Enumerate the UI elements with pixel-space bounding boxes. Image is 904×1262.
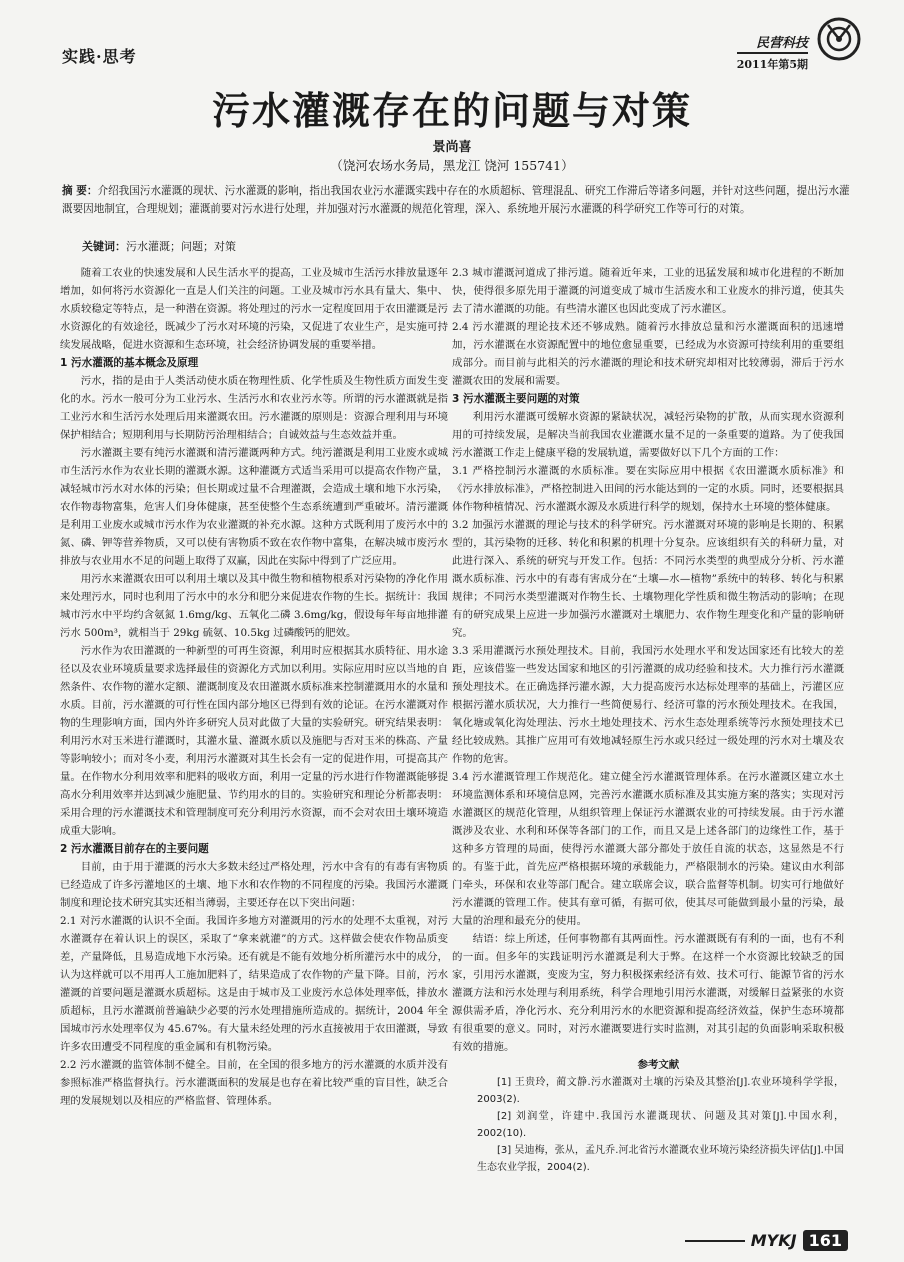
- reference-item: [1] 王贵玲，蔺文静.污水灌溉对土壤的污染及其整治[J].农业环境科学学报，2003(2).: [477, 1077, 844, 1105]
- footer-rule: [685, 1240, 745, 1242]
- section-heading: 1 污水灌溉的基本概念及原理: [60, 357, 199, 369]
- paragraph: 3.4 污水灌溉管理工作规范化。建立健全污水灌溉管理体系。在污水灌溉区建立水土环境监测体系和环境信息网，完善污水灌溉水质标准及其实施方案的落实；实现对污水灌溉区的规范化管理，从组织管理上保证污水灌溉农业的可持续发展。由于污水灌溉涉及农业、水利和环保等各部门的工作，而且又是上述各部门的边缘性工作，基于这种多方管理的局面，使得污水灌溉大部分都处于放任自流的状态，这显然是不行的。有鉴于此，首先应严格根据环境的承载能力，严格限制水的污染。建议由水利部门牵头，环保和农业等部门配合。建立联席会议，联合监督等机制。切实可行地做好污水灌溉的管理工作。使其有章可循，有据可依，使其尽可能做到最小量的污染，最大量的治理和最充分的使用。: [452, 771, 844, 927]
- journal-header: [737, 32, 808, 72]
- right-column: [452, 264, 844, 1176]
- section-label: 实践·思考: [62, 47, 137, 66]
- paragraph: 随着工农业的快速发展和人民生活水平的提高，工业及城市生活污水排放量逐年增加，如何将污水资源化一直是人们关注的问题。工业及城市污水具有量大、集中、水质较稳定等特点，是一种潜在资源。将处理过的污水一定程度回用于农田灌溉是污水资源化的有效途径，既减少了污水对环境的污染，又促进了农业生产，是实施可持续发展战略，促进水资源和生态环境，社会经济协调发展的重要举措。: [60, 267, 448, 351]
- paragraph: 污水灌溉主要有纯污水灌溉和清污灌溉两种方式。纯污灌溉是利用工业废水或城市生活污水作为农业长期的灌溉水源。这种灌溉方式适当采用可以提高农作物产量，减轻城市污水对水体的污染；但长期或过量不合理灌溉，会造成土壤和地下水污染，农作物毒物富集，危害人们身体健康，甚至使整个生态系统遭到严重破坏。清污灌溉是利用工业废水或城市污水作为农业灌溉的补充水源。这种方式既利用了废污水中的氮、磷、钾等营养物质，又可以使有害物质不致在农作物中富集，在解决城市废污水排放与农业用水不足的问题上取得了双赢，因此在实际中得到了广泛应用。: [60, 447, 448, 567]
- paragraph: 目前，由于用于灌溉的污水大多数未经过严格处理，污水中含有的有毒有害物质已经造成了许多污灌地区的土壤、地下水和农作物的不同程度的污染。我国污水灌溉制度和理论技术研究其实还相当薄弱，主要还存在以下突出问题：: [60, 861, 448, 909]
- journal-name: 民营科技: [737, 32, 808, 54]
- paragraph: 2.4 污水灌溉的理论技术还不够成熟。随着污水排放总量和污水灌溉面积的迅速增加，污水灌溉在水资源配置中的地位愈显重要，已经成为水资源可持续利用的重要组成部分。而目前与此相关的污水灌溉的理论和技术研究却相对比较薄弱，滞后于污水灌溉农田的发展和需要。: [452, 321, 844, 387]
- page-number: 161: [803, 1230, 848, 1251]
- article-title: 污水灌溉存在的问题与对策: [211, 88, 692, 133]
- article-author: 景尚喜: [432, 140, 472, 155]
- paragraph: 结语：综上所述，任何事物都有其两面性。污水灌溉既有有利的一面，也有不利的一面。但多年的实践证明污水灌溉是利大于弊。在这样一个水资源比较缺乏的国家，引用污水灌溉，变废为宝，努力积极探索经济有效、技术可行、能源节省的污水灌溉方法和污水处理与利用系统，科学合理地引用污水灌溉，对缓解日益紧张的水资源供需矛盾，净化污水、充分利用污水的水肥资源和提高经济效益，保护生态环境都有很重要的意义。同时，对污水灌溉要进行实时监测，对其引起的负面影响采取积极有效的措施。: [452, 933, 844, 1053]
- paragraph: 利用污水灌溉可缓解水资源的紧缺状况，减轻污染物的扩散，从而实现水资源利用的可持续发展，是解决当前我国农业灌溉水量不足的一条重要的道路。为了使我国污水灌溉工作走上健康平稳的发展轨道，需要做好以下几个方面的工作：: [452, 411, 844, 459]
- keywords-label: 关键词：: [82, 240, 126, 253]
- footer-mark: MYKJ: [750, 1231, 797, 1250]
- paragraph: 3.3 采用灌溉污水预处理技术。目前，我国污水处理水平和发达国家还有比较大的差距，应该借鉴一些发达国家和地区的引污灌溉的成功经验和技术。大力推行污水灌溉预处理技术。在正确选择污灌水源，大力提高废污水达标处理率的基础上，污灌区应根据污灌水质状况，大力推行一些简便易行、经济可靠的污水预处理技术。在我国，氧化塘或氧化沟处理法、污水土地处理技术、污水生态处理系统等污水预处理技术已经比较成熟。其推广应用可有效地减轻原生污水或只经过一级处理的污水对土壤及农作物的危害。: [452, 645, 844, 765]
- paragraph: 3.2 加强污水灌溉的理论与技术的科学研究。污水灌溉对环境的影响是长期的、积累型的，其污染物的迁移、转化和积累的机理十分复杂。应该组织有关的科研力量，对此进行深入、系统的研究与开发工作。包括：不同污水类型的典型成分分析、污水灌溉水质标准、污水中的有毒有害成分在“土壤—水—植物”系统中的转移、转化与积累规律；不同污水类型灌溉对作物生长、土壤物理化学性质和微生物活动的影响；在现有的研究成果上应进一步加强污水灌溉对土壤肥力、农作物生理变化和产量的影响研究。: [452, 519, 844, 639]
- paragraph: 污水，指的是由于人类活动使水质在物理性质、化学性质及生物性质方面发生变化的水。污水一般可分为工业污水、生活污水和农业污水等。所谓的污水灌溉就是指工业污水和生活污水处理后用来灌溉农田。污水灌溉的原则是：资源合理利用与环境保护相结合；短期利用与长期防污治理相结合；自诚效益与生态效益并重。: [60, 375, 448, 441]
- section-heading: 3 污水灌溉主要问题的对策: [452, 393, 580, 405]
- paragraph: 2.3 城市灌溉河道成了排污道。随着近年来，工业的迅猛发展和城市化进程的不断加快，使得很多原先用于灌溉的河道变成了城市生活废水和工业废水的排污道，使其失去了清水灌溉的功能。有些清水灌区也因此变成了污水灌区。: [452, 267, 844, 315]
- abstract-label: 摘 要：: [62, 185, 98, 197]
- keywords-text: 污水灌溉；问题；对策: [126, 240, 236, 253]
- left-column: [60, 264, 448, 1110]
- journal-logo-icon: [816, 16, 862, 62]
- references-title: 参考文献: [637, 1059, 680, 1071]
- keywords: [82, 238, 236, 254]
- paragraph: 污水作为农田灌溉的一种新型的可再生资源，利用时应根据其水质特征、用水途径以及农业环境质量要求选择最佳的资源化方式加以利用。实际应用时应以当地的自然条件、农作物的灌水定额、灌溉制度及农田灌溉水质标准来控制灌溉用水的水量和水质。目前，污水灌溉的可行性在国内部分地区已得到有效的论证。在污水灌溉对作物的生理影响方面，国内外许多研究人员对此做了大量的实验研究。研究结果表明：利用污水对玉米进行灌溉时，其灌水量、灌溉水质以及施肥与否对玉米的株高、产量等影响较小；而对冬小麦，利用污水灌溉对其生长会有一定的促进作用，可提高其产量。在作物水分利用效率和肥料的吸收方面，利用一定量的污水进行作物灌溉能够提高水分利用效率并达到减少施肥量、节约用水的目的。实验研究和理论分析都表明：采用合理的污水灌溉技术和管理制度可充分利用污水资源，而不会对农田土壤环境造成重大影响。: [60, 645, 448, 837]
- page-footer: [685, 1230, 848, 1251]
- section-heading: 2 污水灌溉目前存在的主要问题: [60, 843, 209, 855]
- paragraph: 2.1 对污水灌溉的认识不全面。我国许多地方对灌溉用的污水的处理不太重视，对污水灌溉存在着认识上的误区，采取了“拿来就灌”的方式。这样做会使农作物品质变差，产量降低，且易造成地下水污染。还有就是不能有效地分析所灌污水中的成分，认为这样就可以不用再人工施加肥料了，结果造成了农作物的产量下降。目前，污水灌溉的首要问题是灌溉水质超标。这是由于城市及工业废污水总体处理率低，排放水质超标，且污水灌溉前普遍缺少必要的污水处理措施所造成的。据统计，2004 年全国城市污水处理率仅为 45.67%。有大量未经处理的污水直接被用于农田灌溉，导致许多农田遭受不同程度的重金属和有机物污染。: [60, 915, 448, 1053]
- abstract-text: 介绍我国污水灌溉的现状、污水灌溉的影响，指出我国农业污水灌溉实践中存在的水质超标、管理混乱、研究工作滞后等诸多问题，并针对这些问题，提出污水灌溉要因地制宜，合理规划；灌溉前要对污水进行处理，并加强对污水灌溉的规范化管理，深入、系统地开展污水灌溉的科学研究工作等可行的对策。: [62, 185, 850, 215]
- reference-item: [2] 刘润堂，许建中.我国污水灌溉现状、问题及其对策[J].中国水利，2002(10).: [477, 1111, 844, 1139]
- author-affiliation: （饶河农场水务局，黑龙江 饶河 155741）: [330, 158, 574, 173]
- journal-issue: 2011年第5期: [736, 58, 808, 71]
- reference-item: [3] 吴迪梅，张从，孟凡乔.河北省污水灌溉农业环境污染经济损失评估[J].中国生态农业学报，2004(2).: [477, 1145, 844, 1173]
- paragraph: 用污水来灌溉农田可以利用土壤以及其中微生物和植物根系对污染物的净化作用来处理污水，同时也利用了污水中的水分和肥分来促进农作物的生长。据统计：我国城市污水中平均约含氨氮 1.6mg/kg、五氧化二磷 3.6mg/kg，假设每年每亩地排灌污水 500m³，就相当于 29kg 硫氨、10.5kg 过磷酸钙的肥效。: [60, 573, 448, 639]
- paragraph: 3.1 严格控制污水灌溉的水质标准。要在实际应用中根据《农田灌溉水质标准》和《污水排放标准》，严格控制进入田间的污水能达到的一定的水质。同时，还要根据具体作物种植情况、污水灌溉水源及水质进行科学的规划，保持水土环境的整体健康。: [452, 465, 844, 513]
- abstract: [62, 182, 852, 218]
- paragraph: 2.2 污水灌溉的监管体制不健全。目前，在全国的很多地方的污水灌溉的水质并没有参照标准严格监督执行。污水灌溉面积的发展是也存在着比较严重的盲目性，缺乏合理的发展规划以及相应的严格监督、管理体系。: [60, 1059, 448, 1107]
